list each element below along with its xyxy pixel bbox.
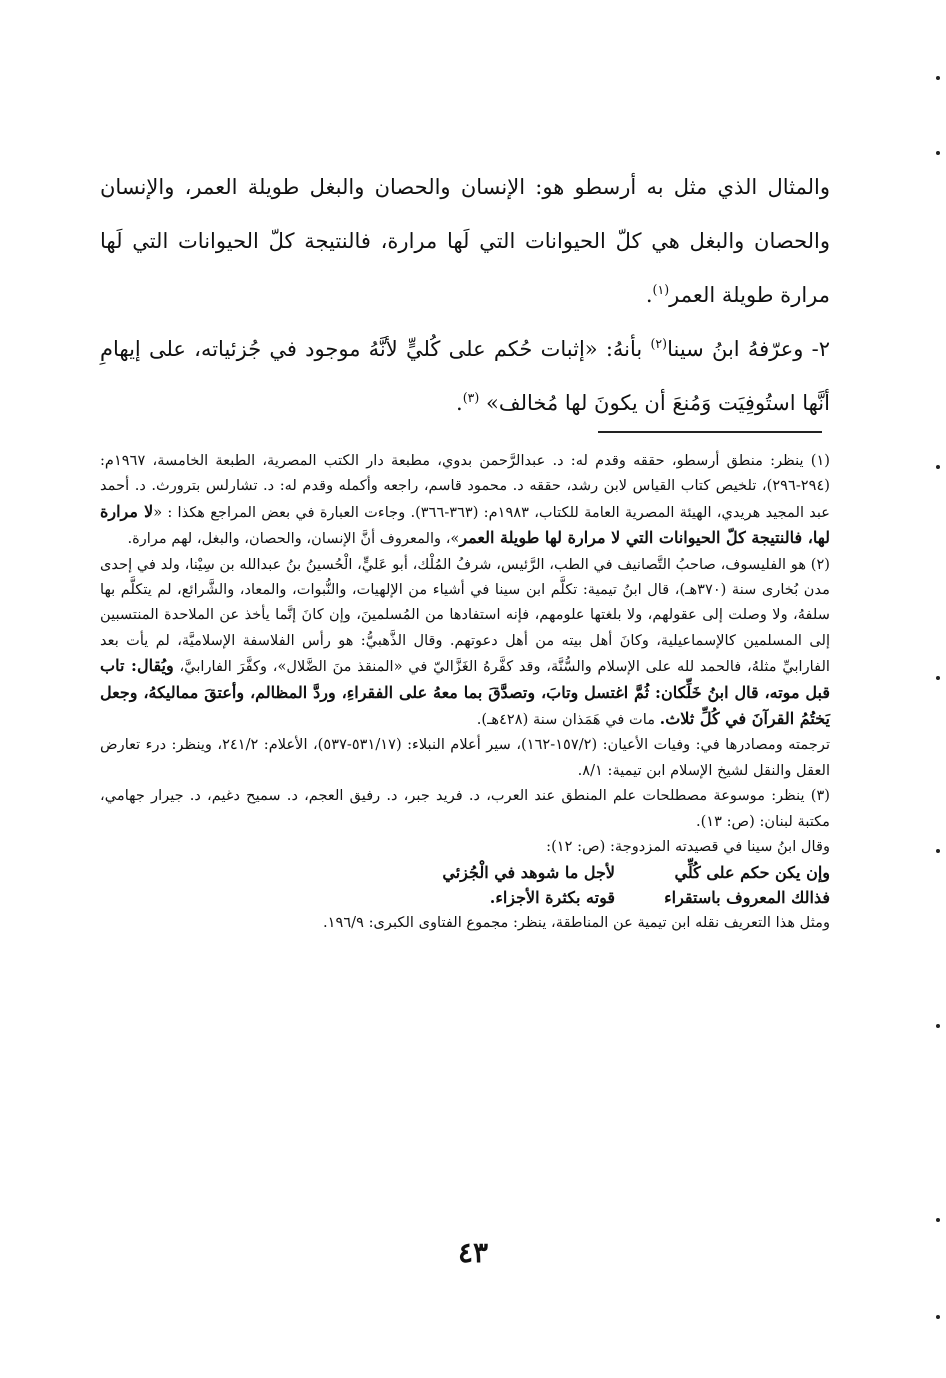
margin-dot bbox=[936, 676, 940, 680]
footnote-1-text: (١) ينظر: منطق أرسطو، حققه وقدم له: د. عبدالرَّحمن بدوي، مطبعة دار الكتب المصرية، الطبعة الخامسة، ١٩٦٧م: (٢٩٤-٢٩٦)، تلخيص كتاب القياس لابن رشد، حققه د. محمود قاسم، راجعه وأكمله وقدم له: د. تشارلس بترورث. د. أحمد عبد المجيد هريدي، الهيئة المصرية العامة للكتاب، ١٩٨٣م: (٣٦٣-٣٦٦). وجاءت العبارة في بعض المراجع هكذا : « bbox=[100, 452, 830, 521]
margin-dot bbox=[936, 465, 940, 469]
poem-line-1-second-half: لأجل ما شوهد في الْجُزئي bbox=[442, 862, 615, 882]
footnote-ref-2: (٢) bbox=[650, 336, 668, 351]
main-paragraph-2 bbox=[100, 322, 830, 430]
footnote-2-tail: مات في هَمَذان سنة (٤٢٨هـ). bbox=[476, 711, 660, 729]
main-paragraph-1 bbox=[100, 160, 830, 322]
main-text bbox=[100, 160, 830, 430]
poem-line-2-first-half: فذالك المعروف باستقراء bbox=[664, 887, 830, 907]
main-paragraph-1-text: والمثال الذي مثل به أرسطو هو: الإنسان والحصان والبغل طويلة العمر، والإنسان والحصان والبغل هي كلّ الحيوانات التي لَها مرارة، فالنتيجة كلّ الحيوانات التي لَها مرارة طويلة العمر bbox=[100, 175, 830, 307]
footnote-2-continued: ترجمته ومصادرها في: وفيات الأعيان: (١٥٧/٢-١٦٢)، سير أعلام النبلاء: (٥٣١/١٧-٥٣٧)، الأعلام: ٢٤١/٢، وينظر: درء تعارض العقل والنقل لشيخ الإسلام ابن تيمية: ٨/١. bbox=[100, 736, 831, 779]
footnote-1-quote: لا مرارة لها، فالنتيجة كلّ الحيوانات التي لا مرارة لها طويلة العمر bbox=[100, 501, 830, 548]
footnotes bbox=[100, 448, 830, 936]
footnote-2 bbox=[100, 552, 830, 733]
footnote-1 bbox=[100, 448, 830, 552]
footnote-3-intro: وقال ابنُ سينا في قصيدته المزدوجة: (ص: ١٢): bbox=[546, 838, 830, 856]
footnote-separator bbox=[598, 431, 822, 433]
main-paragraph-1-end: . bbox=[645, 283, 653, 307]
margin-dot bbox=[936, 76, 940, 80]
footnote-ref-3: (٣) bbox=[462, 390, 480, 405]
margin-dot bbox=[936, 151, 940, 155]
footnote-3: (٣) ينظر: موسوعة مصطلحات علم المنطق عند العرب، د. فريد جبر، د. رفيق العجم، د. سميح دغيم، د. جيرار جهامي، مكتبة لبنان: (ص: ١٣). bbox=[100, 787, 830, 830]
poem-line-1-first-half: وإن يكن حكم على كُلِّي bbox=[674, 862, 830, 882]
margin-dot bbox=[936, 1218, 940, 1222]
page-number: ٤٣ bbox=[457, 1236, 489, 1269]
poem-line-2-second-half: قوته بكثرة الأجزاء. bbox=[489, 887, 615, 907]
margin-dot bbox=[936, 1024, 940, 1028]
main-paragraph-2-end: . bbox=[456, 391, 463, 415]
margin-dot bbox=[936, 849, 940, 853]
main-paragraph-2-text: بأنهُ: «إثبات حُكم على كُليٍّ لأنَّهُ موجود في جُزئياته، على إيهامِ أنَّها استُوفِيَت وَمُنعَ أن يكونَ لها مُخالف» bbox=[100, 337, 830, 415]
footnote-ref-1: (١) bbox=[652, 282, 670, 297]
poem-line-2 bbox=[100, 885, 830, 910]
poem-line-1 bbox=[100, 860, 830, 885]
main-paragraph-2-start: ٢- وعرّفهُ ابنُ سينا bbox=[667, 337, 830, 361]
footnote-2-text: (٢) هو الفليسوف، صاحبُ التَّصانيف في الطب، الرَّئيس، شرفُ المُلْك، أبو عَليٍّ، الْحُسينُ بنُ عبدالله بن سِيْنا، ولد في إحدى مدن بُخارى سنة (٣٧٠هـ)، قال ابنُ تيمية: تكلَّم ابن سينا في أشياء من الإلهيات، والنُّبوات، والمعاد، والشَّرائع، لم يتكلَّم بها سلفهُ، ولا وصلت إلى عقولهم، ولا بلغتها علومهم، فإنه استفادها من المُسلمينَ، وإن كانَ إنَّما يأخذ عن الملاحدة المنتسبين إلى المسلمين كالإسماعيلية، وكانَ أهل بيته من أهل دعوتهم. وقال الذَّهبيُّ: هو رأس الفلاسفة الإسلاميَّة، لم يأت بعد الفارابيِّ مثلهُ، فالحمد لله على الإسلام والسُّنَّة، وقد كفَّرهُ الغَزَّاليّ في «المنقذ منَ الضَّلال»، وكفَّرَ الفارابيَّ، bbox=[100, 555, 830, 676]
margin-dot bbox=[936, 1315, 940, 1319]
footnote-3-last: ومثل هذا التعريف نقله ابن تيمية عن المناطقة، ينظر: مجموع الفتاوى الكبرى: ١٩٦/٩. bbox=[323, 914, 830, 932]
footnote-1-tail: »، والمعروف أنَّ الإنسان، والحصان، والبغل، لهم مرارة. bbox=[127, 530, 460, 548]
footnote-2-quote: ويُقال: تاب قبل موته، قال ابنُ خَلِّكان: ثُمَّ اغتسل وتابَ، وتصدَّقَ بما معهُ على الفقراءِ، وردَّ المظالم، وأعتقَ مماليكهُ، وجعل يَختُمُ القرآنَ في كُلِّ ثلاث. bbox=[100, 656, 830, 729]
